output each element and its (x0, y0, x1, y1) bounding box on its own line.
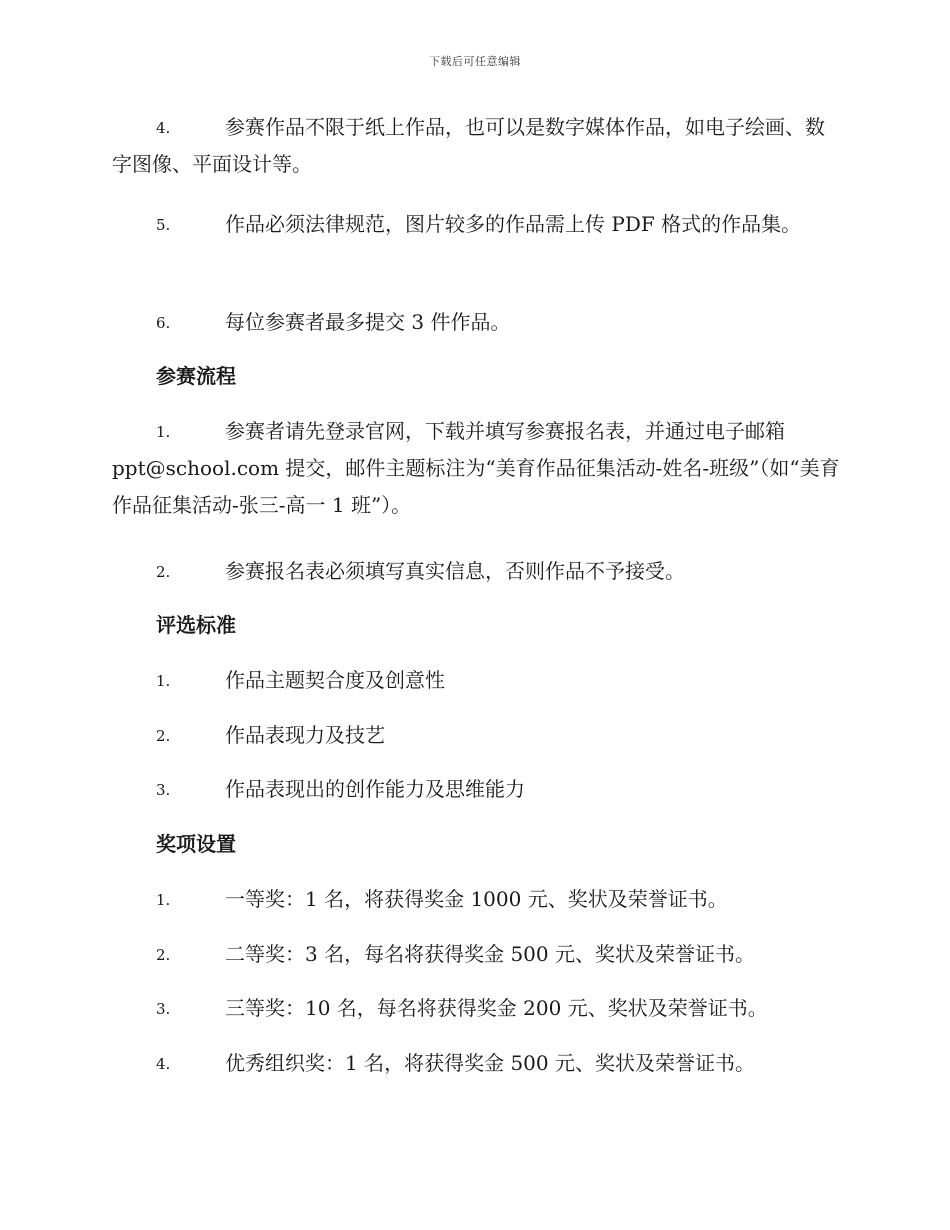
section-heading: 参赛流程 (156, 364, 236, 388)
list-item-text: 作品主题契合度及创意性 (225, 668, 445, 692)
list-item (112, 771, 842, 808)
section-heading: 评选标准 (156, 613, 236, 637)
list-item (112, 990, 842, 1027)
list-item-text: 参赛者请先登录官网，下载并填写参赛报名表，并通过电子邮箱 ppt@school.com 提交，邮件主题标注为“美育作品征集活动-姓名-班级”（如“美育作品征集活动-张三-高一 1 班”）。 (112, 419, 840, 517)
list-item-number: 4. (156, 1055, 171, 1073)
list-item-number: 1. (156, 423, 171, 441)
section-heading: 奖项设置 (156, 832, 236, 856)
list-item-text: 作品表现力及技艺 (225, 723, 385, 747)
list-item-text: 每位参赛者最多提交 3 件作品。 (225, 310, 511, 334)
list-item (112, 717, 842, 754)
list-item-number: 3. (156, 781, 171, 799)
list-item (112, 206, 842, 243)
list-item (112, 413, 842, 524)
list-item-text: 一等奖：1 名，将获得奖金 1000 元、奖状及荣誉证书。 (225, 887, 728, 911)
list-item-text: 三等奖：10 名，每名将获得奖金 200 元、奖状及荣誉证书。 (225, 996, 768, 1020)
list-item-text: 二等奖：3 名，每名将获得奖金 500 元、奖状及荣誉证书。 (225, 942, 755, 966)
list-item (112, 109, 842, 183)
list-item-number: 5. (156, 216, 171, 234)
list-item-number: 6. (156, 314, 171, 332)
list-item (112, 881, 842, 918)
list-item (112, 553, 842, 590)
list-item-text: 作品必须法律规范，图片较多的作品需上传 PDF 格式的作品集。 (225, 212, 802, 236)
list-item-text: 作品表现出的创作能力及思维能力 (225, 777, 525, 801)
list-item (112, 936, 842, 973)
list-item-number: 2. (156, 563, 171, 581)
list-item (112, 1045, 842, 1082)
list-item-number: 4. (156, 119, 171, 137)
list-item (112, 304, 842, 341)
page-header: 下载后可任意编辑 (429, 55, 521, 68)
list-item-number: 2. (156, 727, 171, 745)
list-item-text: 参赛报名表必须填写真实信息，否则作品不予接受。 (225, 559, 685, 583)
list-item-number: 3. (156, 1000, 171, 1018)
list-item-number: 1. (156, 891, 171, 909)
list-item-text: 优秀组织奖：1 名，将获得奖金 500 元、奖状及荣誉证书。 (225, 1051, 755, 1075)
list-item-text: 参赛作品不限于纸上作品，也可以是数字媒体作品，如电子绘画、数字图像、平面设计等。 (112, 115, 825, 176)
list-item-number: 2. (156, 946, 171, 964)
list-item (112, 662, 842, 699)
list-item-number: 1. (156, 672, 171, 690)
